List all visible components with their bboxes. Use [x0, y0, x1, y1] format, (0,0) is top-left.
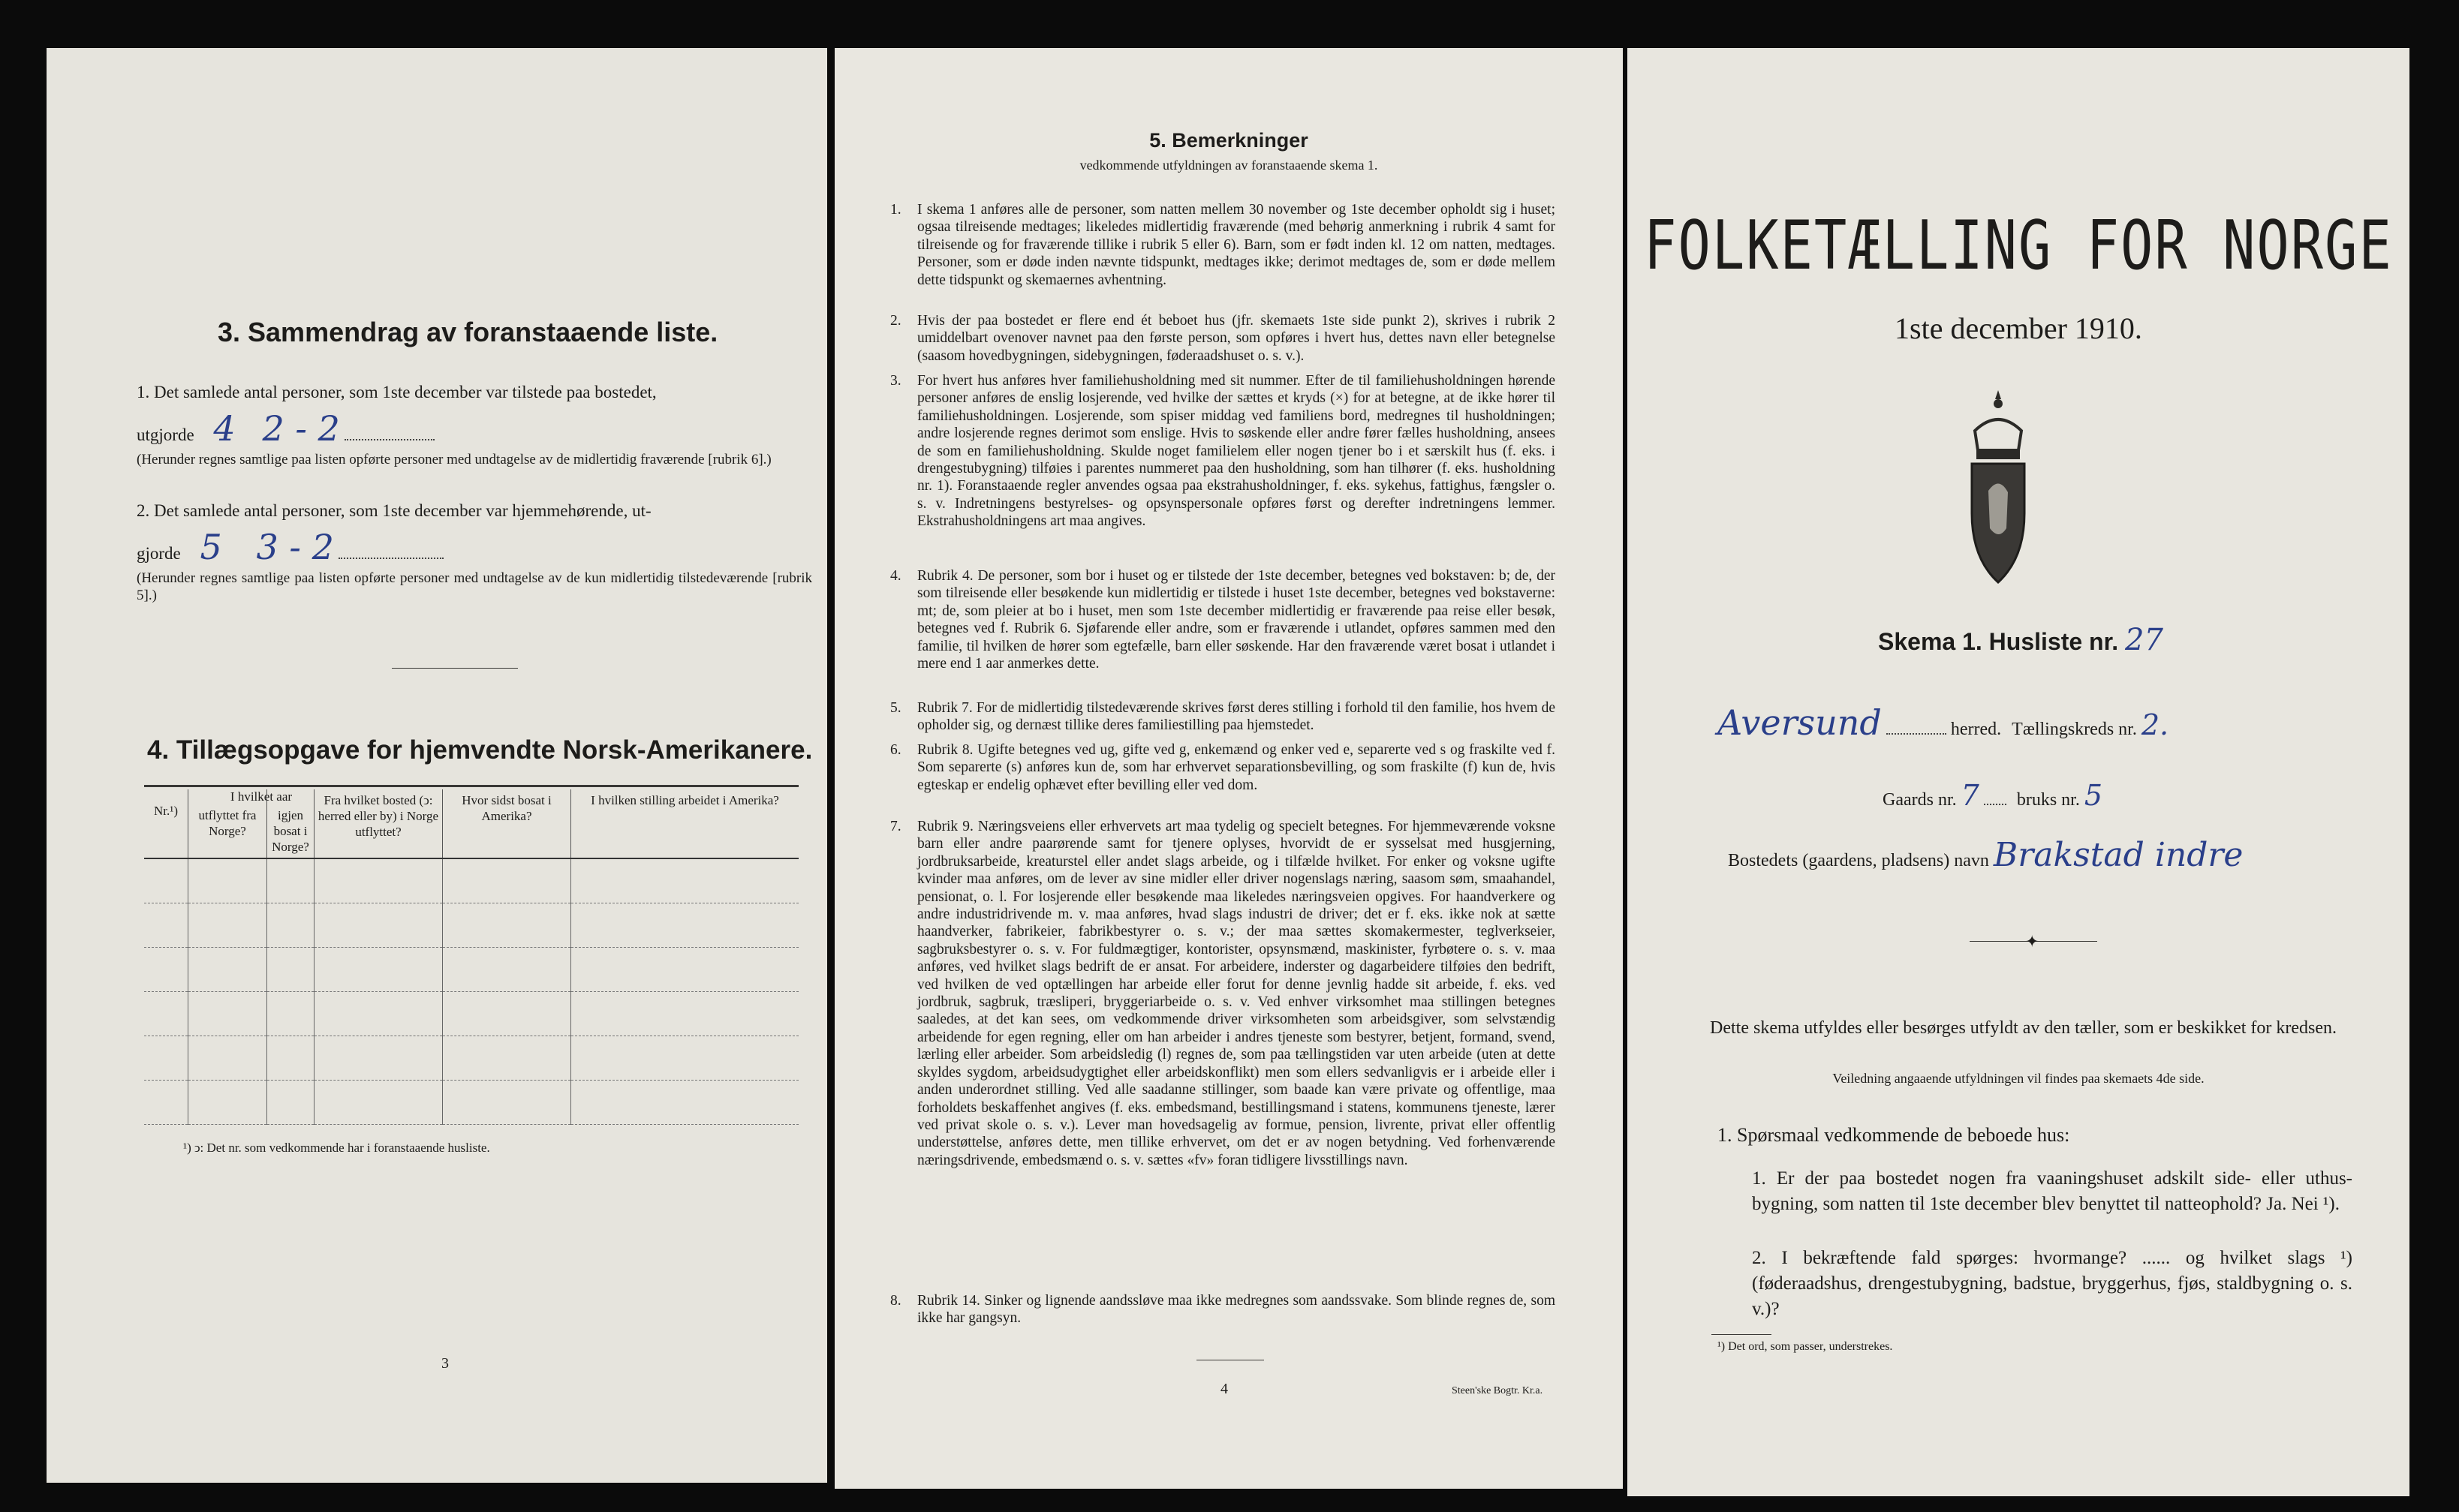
table-group-header: I hvilket aar — [230, 789, 293, 804]
printer-imprint: Steen'ske Bogtr. Kr.a. — [1452, 1385, 1543, 1396]
page-number-3: 3 — [441, 1355, 449, 1372]
page-right — [1627, 48, 2409, 1496]
bosted-label: Bostedets (gaardens, pladsens) navn — [1728, 851, 1989, 870]
remark-6 — [890, 741, 1555, 794]
q2-handwritten-split: 3 - 2 — [256, 527, 334, 567]
section-4-title: 4. Tillægsopgave for hjemvendte Norsk-Amerikanere. — [147, 735, 813, 765]
question-1-heading: 1. Spørsmaal vedkommende de beboede hus: — [1717, 1124, 2070, 1146]
skema-label: Skema 1. Husliste nr. — [1878, 628, 2119, 655]
remarks-title: 5. Bemerkninger — [1149, 129, 1308, 152]
remark-text: I skema 1 anføres alle de personer, som natten mellem 30 november og 1ste december opholdt sig i huset; ogsaa tilreisende medtages; likeledes midlertidig fraværende (med behørig anmerkning i rubrik 4 samt for tilreisende og for fraværende tillike i rubrik 5 eller 6). Barn, som er født inden kl. 12 om natten, medtages. Personer, som er døde inden nævnte tidspunkt, medtages ikke; derimot medtages de, som er døde mellem dette tidspunkt og skemaernes avhentning. — [917, 202, 1555, 288]
remark-2 — [890, 312, 1555, 365]
gaards-line — [1883, 779, 2102, 812]
q2-text: 2. Det samlede antal personer, som 1ste december var hjemmehørende, ut- — [137, 501, 652, 520]
table-footnote: ¹) ↄ: Det nr. som vedkommende har i foranstaaende husliste. — [183, 1141, 490, 1155]
right-footnote: ¹) Det ord, som passer, understrekes. — [1717, 1340, 1893, 1353]
question-1-1: 1. Er der paa bostedet nogen fra vaaningshuset adskilt side- eller uthus-bygning, som natten til 1ste december blev benyttet til natteophold? Ja. Nei ¹). — [1752, 1168, 2352, 1214]
gaards-number: 7 — [1961, 779, 1979, 812]
bosted-line — [1728, 836, 2243, 874]
q1-prefix: utgjorde — [137, 425, 194, 444]
col-igjen-bosat: igjen bosat i Norge? — [267, 789, 315, 858]
table-row — [144, 992, 799, 1036]
krets-label: Tællingskreds nr. — [2012, 720, 2137, 739]
divider — [392, 668, 518, 669]
remark-number: 3. — [890, 373, 901, 389]
table-row — [144, 858, 799, 903]
col-utflyttet: utflyttet fra Norge? — [188, 789, 267, 858]
instruction-2: Veiledning angaaende utfyldningen vil findes paa skemaets 4de side. — [1832, 1071, 2205, 1086]
page-middle — [835, 48, 1623, 1489]
remark-text: Rubrik 4. De personer, som bor i huset og er tilstede der 1ste december, betegnes ved bokstaven: b; de, der som tilreisende eller besøkende kun midlertidig er tilstede i huset 1ste december, betegnes ved bokstaverne: mt; de, som pleier at bo i huset, men som 1ste december midlertidig er fraværende paa reise eller besøk, betegnes ved f. Rubrik 6. Sjøfarende eller andre, som er fraværende i utlandet, opføres sammen med den familie, til hvilken de hører som egtefælle, barn eller søskende. Har den fraværende været bosat i utlandet i mere end 1 aar anmerkes dette. — [917, 568, 1555, 672]
remark-number: 1. — [890, 202, 901, 218]
col-amerika-bosted: Hvor sidst bosat i Amerika? — [443, 789, 571, 858]
table-row — [144, 903, 799, 948]
remark-text: Rubrik 14. Sinker og lignende aandssløve maa ikke medregnes som aandssvake. Som blinde regnes de, som ikke har gangsyn. — [917, 1293, 1555, 1327]
remark-4 — [890, 567, 1555, 672]
q1-handwritten-split: 2 - 2 — [262, 408, 340, 449]
q2-handwritten-total: 5 — [200, 527, 222, 567]
footnote-rule — [1711, 1334, 1771, 1335]
census-date: 1ste december 1910. — [1895, 311, 2142, 345]
remarks-subtitle: vedkommende utfyldningen av foranstaaende skema 1. — [1079, 158, 1378, 173]
summary-question-1 — [137, 381, 812, 468]
herred-name: Aversund — [1717, 702, 1882, 743]
gaards-label: Gaards nr. — [1883, 790, 1957, 810]
remark-number: 8. — [890, 1293, 901, 1309]
remark-number: 6. — [890, 742, 901, 758]
remark-number: 4. — [890, 568, 901, 584]
divider-ornament-icon: ✦ — [2025, 932, 2039, 951]
remark-3 — [890, 372, 1555, 531]
table-row — [144, 1036, 799, 1081]
remark-text: Rubrik 8. Ugifte betegnes ved ug, gifte ved g, enkemænd og enker ved e, separerte ved s og fraskilte ved f. Som separerte (s) anføres kun de, som har erhvervet separationsbevilling, og som fraskilte (f) kun de, hvis egteskap er endelig ophævet efter bevilling eller ved dom. — [917, 742, 1555, 793]
remark-text: Rubrik 9. Næringsveiens eller erhvervets art maa tydelig og specielt betegnes. For hjemmeværende voksne barn eller andre paarørende samt for tjenere oplyses, hvorvidt de er sysselsat med husgjerning, jordbruksarbeide, kreaturstel eller andet slags arbeide, og i tilfælde hvilket. For enker og voksne ugifte kvinder maa anføres, om de lever av sine midler eller driver nogenslags næring, saasom søm, smaahandel, pensionat, o. l. For losjerende eller besøkende maa likeledes næringsveien opgives. For haandverkere og andre industridrivende m. v. maa anføres, hvad slags industri de driver; det er f. eks. ikke nok at sætte haandverker, fabrikeier, fabrikbestyrer o. s. v.; der maa sættes skomakermester, teglverkseier, sagbruksbestyrer o. s. v. For fuldmægtiger, kontorister, opsynsmænd, maskinister, fyrbøtere o. s. v. maa anføres, ved hvilket slags bedrift de er ansat. For arbeidere, inderster og dagarbeidere tilføies den bedrift, ved hvilken de ved optællingen har arbeide eller forut for denne jevnlig hadde sit arbeide, f. eks. ved jordbruk, sagbruk, træsliperi, bryggeriarbeide o. s. v. Ved enhver virksomhet maa stillingen betegnes saaledes, at det kan sees, om vedkommende driver virksomheten som arbeidsgiver, som selvstændig arbeidende for egen regning, eller om han arbeider i andres tjeneste som bestyrer, betjent, formand, svend, lærling eller arbeider. Som arbeidsledig (l) regnes de, som paa tællingstiden var uten arbeide (uten at dette skyldes sygdom, arbeidsudygtighet eller arbeidskonflikt) men som ellers sedvanligvis er i arbeide eller i anden underordnet stilling. Ved alle saadanne stillinger, som baade kan være private og offentlige, maa forholdets beskaffenhet angives (f. eks. embedsmand, bestillingsmand i statens, kommunens tjeneste, lærer ved privat skole o. s. v.). Lever man hovedsagelig av formue, pension, livrente, privat eller offentlig understøttelse, anføres dette, men tillike erhvervet, om det er av nogen betydning. Ved forhenværende næringsdrivende, embedsmænd o. s. v. sættes «fv» foran tidligere livsstillings navn. — [917, 819, 1555, 1168]
herred-line — [1717, 702, 2363, 743]
table-row — [144, 1081, 799, 1125]
norway-coat-of-arms-icon — [1966, 386, 2030, 585]
krets-number: 2. — [2141, 708, 2169, 741]
skema-line — [1878, 623, 2163, 657]
bosted-name: Brakstad indre — [1993, 836, 2244, 874]
bruks-label: bruks nr. — [2016, 790, 2080, 810]
remark-1 — [890, 201, 1555, 289]
remark-number: 2. — [890, 313, 901, 329]
table-row — [144, 948, 799, 992]
q1-text: 1. Det samlede antal personer, som 1ste december var tilstede paa bostedet, — [137, 383, 657, 401]
instruction-1: Dette skema utfyldes eller besørges utfyldt av den tæller, som er beskikket for kredsen. — [1710, 1018, 2337, 1038]
q2-note: (Herunder regnes samtlige paa listen opførte personer med undtagelse av de kun midlertidig tilstedeværende [rubrik 5].) — [137, 570, 812, 603]
remark-text: For hvert hus anføres hver familiehusholdning med sit nummer. Efter de til familiehusholdningen hørende personer anføres de enslig losjerende, ved hvilke der sættes et kryds (×) for at betegne, at de ikke hører til familiehusholdningen. Losjerende, som spiser middag ved familiens bord, medregnes til husholdningen; andre losjerende regnes derimot som enslige. Hvis to søskende eller andre fører fælles husholdning, ansees de som en familiehusholdning. Skulde noget familielem eller nogen tjener bo i et særskilt hus (f. eks. i drengestubygning) tilføies i parentes nummeret paa den husholdning, som han tilhører (f. eks. husholdning nr. 1). Foranstaaende regler anvendes ogsaa paa ekstrahusholdninger, f. eks. sykehus, fattighus, fængsler o. s. v. Indretningens bestyrelses- og opsynspersonale opføres først og derefter indretningens lemmer. Ekstrahusholdningens art maa angives. — [917, 373, 1555, 530]
question-1-2: 2. I bekræftende fald spørges: hvormange? ...... og hvilket slags ¹) (føderaadshus, drengestubygning, badstue, bryggerhus, fjøs, staldbygning o. s. v.)? — [1752, 1248, 2352, 1319]
q1-handwritten-total: 4 — [213, 408, 236, 449]
remark-text: Rubrik 7. For de midlertidig tilstedeværende skrives først deres stilling i forhold til den familie, hos hvem de opholder sig, og dernæst tillike deres familiestilling paa hjemstedet. — [917, 700, 1555, 734]
q2-prefix: gjorde — [137, 544, 181, 563]
col-stilling: I hvilken stilling arbeidet i Amerika? — [571, 789, 799, 858]
remark-number: 5. — [890, 700, 901, 716]
remark-text: Hvis der paa bostedet er flere end ét beboet hus (jfr. skemaets 1ste side punkt 2), skrives i rubrik 2 umiddelbart ovenover navnet paa den første person, som opføres i hvert hus, dettes navn eller betegnelse (saasom hovedbygningen, sidebygningen, føderaadshuset o. s. v.). — [917, 313, 1555, 364]
husliste-number: 27 — [2125, 623, 2163, 657]
section-3-title: 3. Sammendrag av foranstaaende liste. — [218, 317, 718, 347]
norsk-amerikanere-table — [144, 789, 799, 1125]
remark-number: 7. — [890, 819, 901, 834]
census-title: FOLKETÆLLING FOR NORGE — [1644, 206, 2393, 284]
summary-question-2 — [137, 500, 812, 604]
col-nr: Nr.¹) — [144, 789, 188, 858]
remark-8 — [890, 1292, 1555, 1327]
page-number-4: 4 — [1220, 1381, 1228, 1397]
herred-label: herred. — [1950, 720, 2002, 739]
col-fra-bosted: Fra hvilket bosted (ↄ: herred eller by) i Norge utflyttet? — [315, 789, 443, 858]
remark-7 — [890, 818, 1555, 1169]
remark-5 — [890, 699, 1555, 735]
bruks-number: 5 — [2084, 779, 2103, 812]
q1-note: (Herunder regnes samtlige paa listen opførte personer med undtagelse av de midlertidig fraværende [rubrik 6].) — [137, 452, 772, 467]
page-left — [47, 48, 827, 1483]
table-top-rule — [144, 785, 799, 787]
